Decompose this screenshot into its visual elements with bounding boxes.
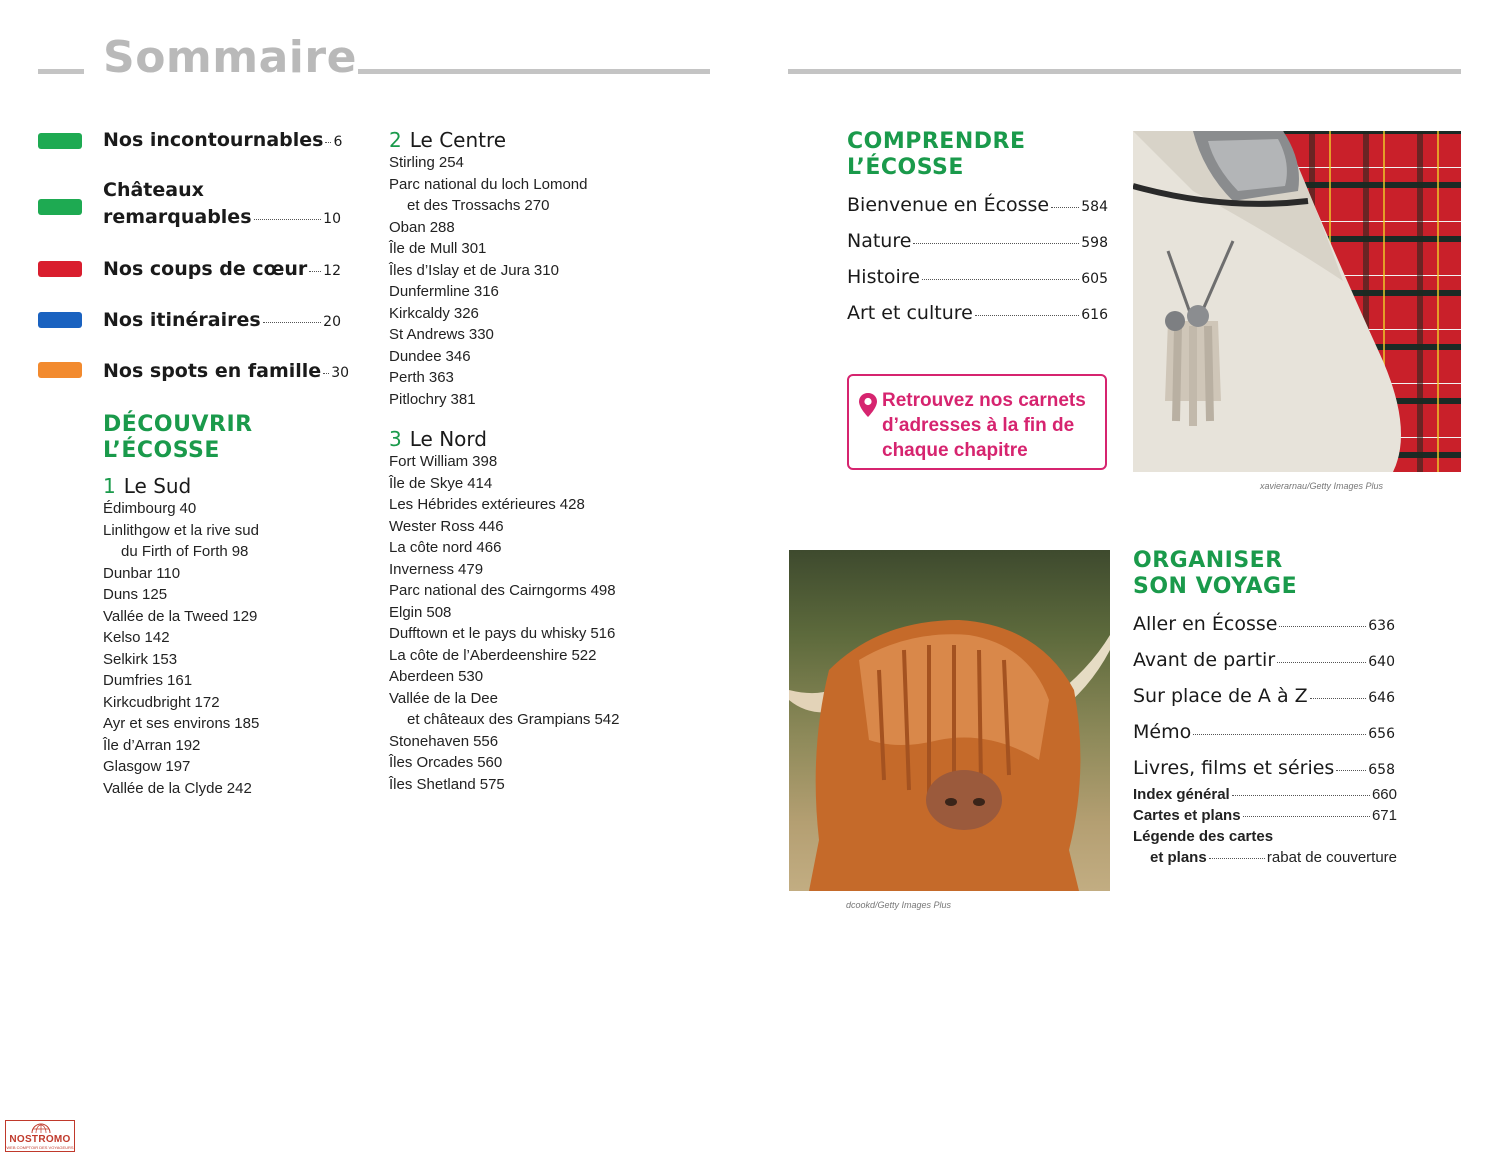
toc-entry[interactable] (103, 713, 366, 735)
page-number: 197 (165, 758, 191, 775)
toc-entry[interactable] (1133, 784, 1397, 805)
map-pin-icon (858, 392, 878, 418)
entry-label: Île d’Arran (103, 736, 172, 754)
page-number: 10 (323, 211, 341, 227)
entry-label: Vallée de la Clyde (103, 779, 223, 797)
page-number: 560 (477, 754, 503, 771)
entry-label: Dunbar (103, 564, 153, 582)
entry-label: Bienvenue en Écosse (847, 194, 1050, 216)
entry-label: Île de Skye (389, 474, 464, 492)
toc-entry[interactable] (389, 752, 652, 774)
page-number: 242 (226, 779, 252, 797)
entry-label: Dufftown et le pays du whisky (389, 625, 587, 642)
toc-entry[interactable] (103, 541, 366, 563)
toc-entry[interactable] (389, 152, 652, 174)
page-number: 12 (323, 263, 341, 279)
page-number: 142 (144, 629, 170, 646)
page-number: 330 (468, 326, 494, 343)
leader-dots (913, 243, 1079, 244)
entry-label: St Andrews (389, 326, 465, 343)
chapter-title: Le Sud (123, 474, 192, 498)
page-number: 516 (590, 625, 616, 642)
toc-entry-line1: Légende des cartes (1133, 828, 1274, 845)
entry-label: Île de Mull (389, 240, 458, 257)
page-number: 658 (1368, 762, 1395, 778)
entry-label: du Firth of Forth (121, 543, 228, 560)
highlight-label-line1: Châteaux (103, 179, 204, 201)
entry-label: Aller en Écosse (1133, 613, 1278, 635)
toc-entry[interactable] (389, 260, 652, 282)
chapter-list-nord (389, 451, 652, 795)
comprendre-list (847, 188, 1108, 332)
page-number: 428 (559, 496, 585, 513)
page-number: 530 (458, 668, 484, 685)
chapter-number: 2 (389, 128, 402, 152)
toc-entry[interactable] (103, 756, 366, 778)
page-number: 414 (467, 474, 493, 492)
page-number: 522 (571, 646, 597, 664)
page-number: 575 (479, 775, 505, 793)
entry-label: Aberdeen (389, 668, 455, 685)
leader-dots (325, 142, 331, 143)
page-number: 556 (473, 732, 499, 750)
page-number: 660 (1371, 786, 1397, 803)
toc-entry[interactable] (389, 389, 652, 411)
page-number: rabat de couverture (1266, 849, 1397, 866)
highlight-itineraires[interactable] (103, 307, 341, 336)
page-number: 161 (167, 672, 193, 689)
chapter-title: Le Centre (409, 128, 507, 152)
page-number: 671 (1371, 807, 1397, 824)
toc-entry[interactable] (103, 498, 366, 520)
highland-cow-illustration (789, 550, 1110, 891)
entry-label: La côte nord (389, 539, 473, 556)
page-number: 129 (232, 607, 258, 625)
highlight-spots-famille[interactable] (103, 358, 350, 387)
page-title: Sommaire (103, 32, 357, 83)
highlight-label: Nos itinéraires (103, 309, 261, 331)
swatch-orange (38, 362, 82, 378)
entry-label: Parc national des Cairngorms (389, 582, 587, 599)
toc-entry[interactable] (389, 195, 652, 217)
page-number: 498 (590, 582, 616, 599)
entry-label: Stirling (389, 154, 435, 171)
entry-label: Vallée de la Tweed (103, 607, 229, 625)
highlight-coups-de-coeur[interactable] (103, 256, 341, 285)
page-number: 346 (445, 347, 471, 365)
toc-entry[interactable] (389, 602, 652, 624)
page-number: 288 (429, 218, 455, 236)
entry-label: Dundee (389, 347, 442, 365)
entry-label: Édimbourg (103, 500, 176, 517)
toc-entry[interactable] (103, 563, 366, 585)
highlight-label: Nos coups de cœur (103, 258, 308, 280)
toc-entry[interactable] (389, 709, 652, 731)
toc-entry-line1: Parc national du loch Lomond (389, 175, 588, 193)
page-number: 98 (231, 543, 249, 560)
page-number: 172 (194, 693, 220, 711)
entry-label: Les Hébrides extérieures (389, 496, 556, 513)
entry-label: Pitlochry (389, 390, 447, 408)
entry-label: Index général (1133, 786, 1230, 803)
entry-label: Kirkcaldy (389, 304, 450, 322)
toc-entry[interactable] (389, 494, 652, 516)
photo-credit-sporran: xavierarnau/Getty Images Plus (1260, 481, 1384, 491)
entry-label: Fort William (389, 453, 469, 470)
toc-entry[interactable] (847, 296, 1108, 332)
page-number: 584 (1081, 199, 1108, 215)
leader-dots (1277, 662, 1366, 663)
leader-dots (1209, 858, 1265, 859)
page-number: 153 (152, 650, 178, 668)
entry-label: Mémo (1133, 721, 1192, 743)
toc-entry[interactable] (1133, 643, 1395, 679)
leader-dots (975, 315, 1079, 316)
chapter-number: 3 (389, 427, 402, 451)
toc-entry[interactable] (103, 778, 366, 800)
toc-entry[interactable] (389, 645, 652, 667)
toc-entry[interactable] (389, 559, 652, 581)
organiser-list (1133, 607, 1395, 787)
section-heading-line: SON VOYAGE (1133, 574, 1298, 599)
leader-dots (309, 271, 321, 272)
entry-label: et plans (1150, 849, 1207, 866)
toc-entry[interactable] (103, 670, 366, 692)
section-heading-line: DÉCOUVRIR (103, 412, 253, 437)
toc-entry[interactable] (389, 537, 652, 559)
entry-label: Histoire (847, 266, 920, 288)
entry-label: Kirkcudbright (103, 693, 191, 711)
leader-dots (1279, 626, 1366, 627)
page-number: 310 (533, 261, 559, 279)
page-number: 640 (1368, 654, 1395, 670)
page-number: 656 (1368, 726, 1395, 742)
page-number: 192 (175, 736, 201, 754)
swatch-green-1 (38, 133, 82, 149)
toc-entry[interactable] (103, 627, 366, 649)
page-number: 270 (524, 197, 550, 214)
photo-credit-cow: dcookd/Getty Images Plus (846, 900, 952, 910)
toc-entry[interactable] (389, 324, 652, 346)
entry-label: Avant de partir (1133, 649, 1276, 671)
leader-dots (254, 219, 322, 220)
highlight-incontournables[interactable] (103, 127, 341, 156)
page-number: 110 (156, 564, 181, 582)
sporran-illustration (1133, 131, 1461, 472)
entry-label: Inverness (389, 560, 455, 578)
leader-dots (1051, 207, 1079, 208)
toc-entry[interactable] (389, 217, 652, 239)
entry-label: Dumfries (103, 672, 164, 689)
toc-entry[interactable] (389, 451, 652, 473)
entry-label: Îles Orcades (389, 754, 474, 771)
header-rule-left (38, 69, 84, 74)
section-heading-decouvrir (103, 412, 253, 464)
sporran-photo (1133, 131, 1461, 472)
page-number: 40 (179, 500, 197, 517)
chapter-title: Le Nord (409, 427, 487, 451)
entry-label: Perth (389, 369, 425, 386)
entry-label: Sur place de A à Z (1133, 685, 1308, 707)
highland-cow-photo (789, 550, 1110, 891)
entry-label: Stonehaven (389, 732, 470, 750)
toc-entry[interactable] (389, 580, 652, 602)
entry-label: Nature (847, 230, 912, 252)
callout-text (882, 388, 1086, 463)
toc-entry[interactable] (1133, 751, 1395, 787)
header-rule-middle (358, 69, 710, 74)
section-heading-line: L’ÉCOSSE (103, 438, 220, 463)
globe-icon (31, 1122, 51, 1134)
entry-label: et des Trossachs (407, 197, 521, 214)
swatch-green-2 (38, 199, 82, 215)
leader-dots (1310, 698, 1367, 699)
toc-entry[interactable] (847, 224, 1108, 260)
toc-entry[interactable] (103, 606, 366, 628)
toc-entry[interactable] (389, 666, 652, 688)
leader-dots (263, 322, 322, 323)
section-heading-comprendre (847, 129, 1025, 181)
toc-entry[interactable] (103, 692, 366, 714)
chapter-heading-centre (389, 127, 506, 153)
page-number: 508 (426, 603, 452, 621)
page-number: 254 (438, 154, 464, 171)
page-number: 542 (594, 711, 620, 728)
toc-entry[interactable] (389, 281, 652, 303)
toc-entry[interactable] (847, 188, 1108, 224)
nostromo-logo (5, 1120, 75, 1152)
entry-label: Elgin (389, 603, 423, 621)
highlight-label: Nos spots en famille (103, 360, 322, 382)
highlight-label: remarquables (103, 206, 252, 228)
entry-label: Îles Shetland (389, 775, 476, 793)
entry-label: Cartes et plans (1133, 807, 1241, 824)
section-heading-organiser (1133, 548, 1297, 600)
entry-label: La côte de l’Aberdeenshire (389, 646, 568, 664)
highlight-label: Nos incontournables (103, 129, 324, 151)
entry-label: Livres, films et séries (1133, 757, 1335, 779)
page-number: 446 (478, 517, 504, 535)
callout-line: d’adresses à la fin de (882, 415, 1075, 436)
toc-entry[interactable] (103, 649, 366, 671)
page-number: 598 (1081, 235, 1108, 251)
entry-label: Îles d’Islay et de Jura (389, 261, 530, 279)
carnets-callout (847, 374, 1107, 470)
page-number: 398 (472, 453, 498, 470)
entry-label: Ayr et ses environs (103, 715, 231, 732)
page-number: 646 (1368, 690, 1395, 706)
toc-entry[interactable] (389, 303, 652, 325)
toc-entry[interactable] (389, 623, 652, 645)
toc-entry[interactable] (103, 735, 366, 757)
toc-entry-line1: Linlithgow et la rive sud (103, 521, 259, 539)
leader-dots (1243, 816, 1370, 817)
toc-entry[interactable] (389, 473, 652, 495)
toc-entry[interactable] (847, 260, 1108, 296)
page-number: 381 (450, 390, 476, 408)
entry-label: Selkirk (103, 650, 149, 668)
header-rule-right (788, 69, 1461, 74)
toc-entry[interactable] (389, 774, 652, 796)
logo-tagline: WEB COMPTOIR DES VOYAGEURS (6, 1145, 74, 1150)
entry-label: Dunfermline (389, 283, 470, 300)
page-number: 125 (142, 586, 168, 603)
leader-dots (323, 373, 329, 374)
section-heading-line: COMPRENDRE (847, 129, 1026, 154)
toc-entry[interactable] (103, 584, 366, 606)
swatch-red (38, 261, 82, 277)
logo-name: NOSTROMO (9, 1134, 71, 1145)
toc-entry[interactable] (389, 731, 652, 753)
entry-label: Duns (103, 586, 139, 603)
section-heading-line: L’ÉCOSSE (847, 155, 964, 180)
toc-entry[interactable] (1133, 715, 1395, 751)
entry-label: Kelso (103, 629, 141, 646)
chapter-heading-sud (103, 473, 191, 499)
entry-label: et châteaux des Grampians (407, 711, 591, 728)
toc-entry-line1: Vallée de la Dee (389, 689, 498, 707)
highlight-chateaux[interactable] (103, 204, 341, 233)
swatch-blue (38, 312, 82, 328)
toc-entry[interactable] (389, 346, 652, 368)
page-number: 20 (323, 314, 341, 330)
chapter-heading-nord (389, 426, 487, 452)
toc-entry[interactable] (1133, 607, 1395, 643)
page-number: 363 (428, 369, 454, 386)
page-number: 185 (234, 715, 260, 732)
page-number: 605 (1081, 271, 1108, 287)
leader-dots (1232, 795, 1370, 796)
entry-label: Art et culture (847, 302, 973, 324)
page-number: 326 (453, 304, 479, 322)
page-number: 301 (461, 240, 487, 257)
toc-entry[interactable] (1133, 847, 1397, 868)
callout-line: chaque chapitre (882, 440, 1028, 461)
page-number: 636 (1368, 618, 1395, 634)
leader-dots (1193, 734, 1366, 735)
section-heading-line: ORGANISER (1133, 548, 1283, 573)
toc-entry[interactable] (389, 367, 652, 389)
toc-entry[interactable] (389, 516, 652, 538)
page-number: 616 (1081, 307, 1108, 323)
page-number: 6 (333, 134, 343, 150)
page-number: 479 (458, 560, 484, 578)
chapter-list-centre (389, 152, 652, 410)
toc-entry[interactable] (1133, 679, 1395, 715)
entry-label: Oban (389, 218, 426, 236)
page-number: 30 (331, 365, 350, 381)
toc-entry[interactable] (389, 238, 652, 260)
index-list (1133, 784, 1397, 868)
callout-line: Retrouvez nos carnets (882, 390, 1086, 411)
toc-entry[interactable] (1133, 805, 1397, 826)
entry-label: Wester Ross (389, 517, 475, 535)
leader-dots (922, 279, 1079, 280)
entry-label: Glasgow (103, 758, 162, 775)
page-number: 316 (473, 283, 499, 300)
chapter-list-sud (103, 498, 366, 799)
chapter-number: 1 (103, 474, 116, 498)
leader-dots (1336, 770, 1366, 771)
page-number: 466 (476, 539, 502, 556)
